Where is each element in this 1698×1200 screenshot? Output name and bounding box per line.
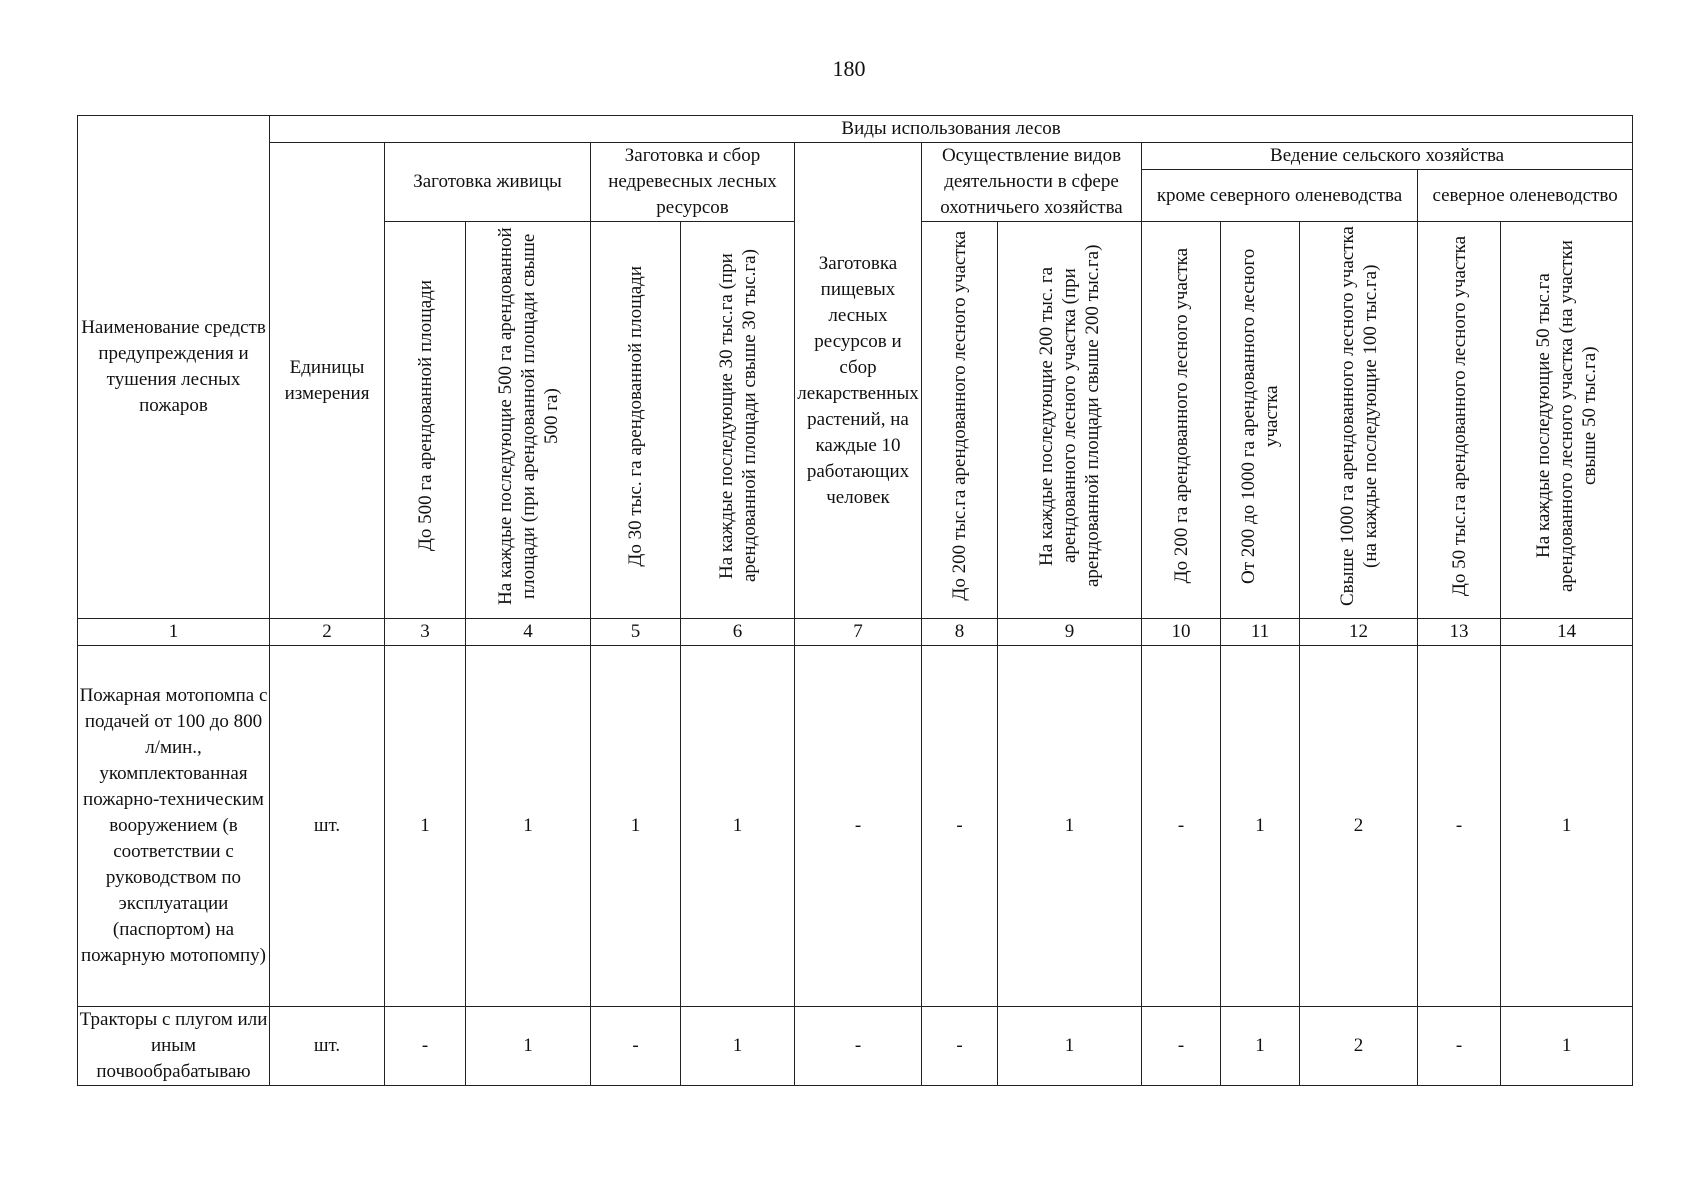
header-hunting: Осуществление видов деятельности в сфере охотничьего хозяйства bbox=[922, 143, 1142, 222]
subheader-text: До 200 га арендованного лесного участка bbox=[1170, 248, 1192, 584]
row-unit: шт. bbox=[270, 646, 385, 1007]
subheader-cell bbox=[1142, 222, 1221, 619]
row-value: - bbox=[1142, 1007, 1221, 1086]
column-number: 4 bbox=[466, 619, 591, 646]
subheader-cell bbox=[466, 222, 591, 619]
subheader-cell bbox=[1300, 222, 1418, 619]
subheader-cell bbox=[1501, 222, 1633, 619]
column-number: 13 bbox=[1418, 619, 1501, 646]
row-value: 1 bbox=[385, 646, 466, 1007]
column-number: 7 bbox=[795, 619, 922, 646]
row-value: 1 bbox=[591, 646, 681, 1007]
subheader-text: На каждые последующие 200 тыс. га арендованного лесного участка (при арендованной площади свыше 200 тыс.га) bbox=[1036, 244, 1103, 588]
subheader-cell bbox=[922, 222, 998, 619]
row-value: - bbox=[385, 1007, 466, 1086]
page-number: 180 bbox=[832, 56, 866, 81]
subheader-cell bbox=[385, 222, 466, 619]
subheader-cell bbox=[681, 222, 795, 619]
column-number: 2 bbox=[270, 619, 385, 646]
row-value: 2 bbox=[1300, 646, 1418, 1007]
row-value: 1 bbox=[998, 646, 1142, 1007]
row-value: 1 bbox=[1221, 1007, 1300, 1086]
row-value: - bbox=[1142, 646, 1221, 1007]
header-except-reindeer: кроме северного оленеводства bbox=[1142, 170, 1418, 222]
subheader-text: На каждые последующие 50 тыс.га арендованного лесного участка (на участки свыше 50 тыс.га) bbox=[1533, 240, 1601, 592]
subheader-text: До 500 га арендованной площади bbox=[414, 280, 436, 552]
row-value: 1 bbox=[681, 1007, 795, 1086]
column-number: 6 bbox=[681, 619, 795, 646]
header-forest-use: Виды использования лесов bbox=[270, 116, 1633, 143]
header-reindeer: северное оленеводство bbox=[1418, 170, 1633, 222]
row-name: Тракторы с плугом или иным почвообрабатываю bbox=[78, 1007, 270, 1086]
row-value: 1 bbox=[466, 1007, 591, 1086]
column-number: 9 bbox=[998, 619, 1142, 646]
table-row bbox=[78, 646, 1633, 1007]
row-value: - bbox=[1418, 646, 1501, 1007]
header-resin: Заготовка живицы bbox=[385, 143, 591, 222]
subheader-cell bbox=[591, 222, 681, 619]
subheader-text: До 30 тыс. га арендованной площади bbox=[625, 265, 646, 567]
subheader-text: От 200 до 1000 га арендованного лесного участка bbox=[1238, 248, 1282, 584]
column-number: 12 bbox=[1300, 619, 1418, 646]
header-food-resources: Заготовка пищевых лесных ресурсов и сбор лекарственных растений, на каждые 10 работающих человек bbox=[795, 143, 922, 619]
row-name: Пожарная мотопомпа с подачей от 100 до 800 л/мин., укомплектованная пожарно-техническим вооружением (в соответствии с руководством по эксплуатации (паспортом) на пожарную мотопомпу) bbox=[78, 646, 270, 1007]
column-number: 14 bbox=[1501, 619, 1633, 646]
subheader-text: До 50 тыс.га арендованного лесного участка bbox=[1448, 235, 1470, 597]
column-number: 3 bbox=[385, 619, 466, 646]
header-agriculture: Ведение сельского хозяйства bbox=[1142, 143, 1633, 170]
subheader-cell bbox=[1418, 222, 1501, 619]
column-number: 5 bbox=[591, 619, 681, 646]
table-row bbox=[78, 1007, 1633, 1086]
subheader-cell bbox=[998, 222, 1142, 619]
row-value: 1 bbox=[466, 646, 591, 1007]
subheader-cell bbox=[1221, 222, 1300, 619]
row-value: - bbox=[795, 1007, 922, 1086]
column-number: 10 bbox=[1142, 619, 1221, 646]
row-value: 2 bbox=[1300, 1007, 1418, 1086]
column-numbers-row bbox=[78, 619, 1633, 646]
column-number: 11 bbox=[1221, 619, 1300, 646]
row-value: - bbox=[591, 1007, 681, 1086]
subheader-text: До 200 тыс.га арендованного лесного участка bbox=[949, 231, 970, 601]
row-value: - bbox=[1418, 1007, 1501, 1086]
row-value: - bbox=[922, 1007, 998, 1086]
row-value: 1 bbox=[1501, 646, 1633, 1007]
row-value: - bbox=[922, 646, 998, 1007]
row-value: - bbox=[795, 646, 922, 1007]
column-number: 8 bbox=[922, 619, 998, 646]
subheader-text: Свыше 1000 га арендованного лесного участка (на каждые последующие 100 тыс.га) bbox=[1336, 226, 1381, 606]
column-number: 1 bbox=[78, 619, 270, 646]
row-value: 1 bbox=[681, 646, 795, 1007]
row-unit: шт. bbox=[270, 1007, 385, 1086]
header-nontimber: Заготовка и сбор недревесных лесных ресурсов bbox=[591, 143, 795, 222]
row-value: 1 bbox=[1501, 1007, 1633, 1086]
header-units-column: Единицы измерения bbox=[270, 143, 385, 619]
subheader-text: На каждые последующие 500 га арендованной площади (при арендованной площади свыше 500 га) bbox=[494, 227, 562, 605]
header-name-column: Наименование средств предупреждения и тушения лесных пожаров bbox=[78, 116, 270, 619]
subheader-text: На каждые последующие 30 тыс.га (при арендованной площади свыше 30 тыс.га) bbox=[715, 249, 760, 583]
row-value: 1 bbox=[1221, 646, 1300, 1007]
row-value: 1 bbox=[998, 1007, 1142, 1086]
equipment-norms-table bbox=[77, 115, 1633, 1086]
